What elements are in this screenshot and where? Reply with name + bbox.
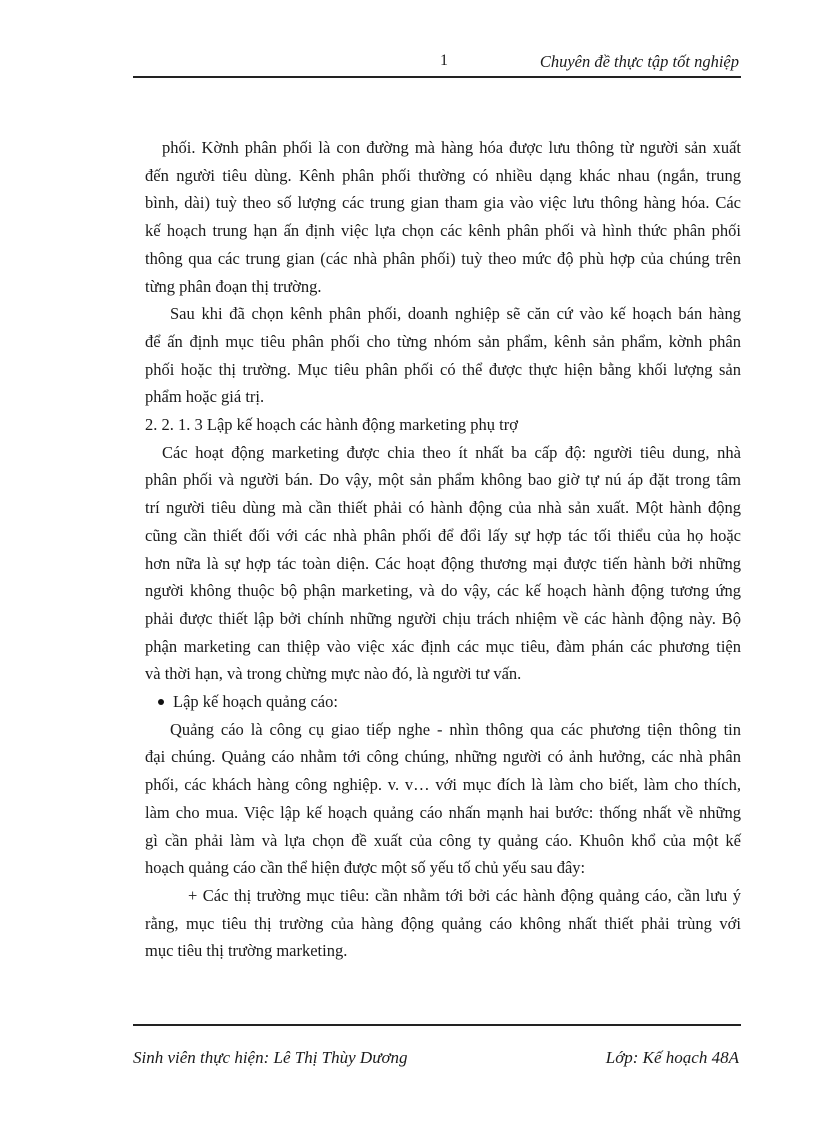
text-line: cũng cần thiết đối với các nhà phân phối để đổi lấy sự hợp tác tối thiểu của họ hoặc: [145, 525, 741, 545]
student-name: Sinh viên thực hiện: Lê Thị Thùy Dương: [133, 1048, 408, 1067]
class-name: Lớp: Kế hoạch 48A: [605, 1048, 739, 1067]
paragraph-distribution-goals: [145, 300, 741, 411]
paragraph-marketing-actions: [145, 439, 741, 688]
text-line: mục tiêu thị trường marketing.: [145, 941, 348, 961]
text-line: phân phối và người bán. Do vậy, một sản phẩm không bao giờ tự nú áp đặt trong tâm: [145, 470, 741, 490]
text-line: Quảng cáo là công cụ giao tiếp nghe - nhìn thông qua các phương tiện thông tin: [170, 719, 741, 739]
bullet-icon: [158, 699, 164, 705]
page-footer: [133, 1024, 741, 1067]
text-line: + Các thị trường mục tiêu: cần nhằm tới bởi các hành động quảng cáo, cần lưu ý: [188, 885, 741, 905]
bullet-item: [145, 688, 741, 716]
section-heading: 2. 2. 1. 3 Lập kế hoạch các hành động marketing phụ trợ: [145, 415, 518, 435]
page-header: [133, 48, 741, 78]
text-line: hoạch quảng cáo cần thể hiện được một số yếu tố chủ yếu sau đây:: [145, 858, 586, 878]
text-line: bình, dài) tuỳ theo số lượng các trung gian tham gia vào việc lưu thông hàng hóa. Các: [145, 193, 741, 213]
text-line: để ấn định mục tiêu phân phối cho từng nhóm sản phẩm, kênh sản phẩm, kờnh phân: [145, 331, 741, 351]
text-line: phận marketing can thiệp vào việc xác định các mục tiêu, đàm phán các phương tiện: [145, 636, 741, 656]
text-line: phẩm hoặc giá trị.: [145, 387, 265, 407]
text-line: và thời hạn, và trong chừng mực nào đó, là người tư vấn.: [145, 664, 522, 684]
text-line: từng phân đoạn thị trường.: [145, 276, 322, 296]
text-line: kế hoạch trung hạn ấn định việc lựa chọn các kênh phân phối và hình thức phân phối: [145, 221, 741, 241]
text-line: trí người tiêu dùng mà cần thiết phải có hành động của nhà sản xuất. Một hành động: [145, 498, 741, 518]
page-number: 1: [440, 52, 448, 69]
document-body: [145, 134, 741, 965]
text-line: rằng, mục tiêu thị trường của hàng động quảng cáo không nhất thiết phải trùng với: [145, 913, 741, 933]
text-line: phối, các khách hàng công nghiệp. v. v… với mục đích là làm cho biết, làm cho thích,: [145, 775, 741, 795]
document-title: Chuyên đề thực tập tốt nghiệp: [539, 52, 739, 71]
bullet-text: Lập kế hoạch quảng cáo:: [173, 692, 338, 712]
text-line: phối. Kờnh phân phối là con đường mà hàng hóa được lưu thông từ người sản xuất: [162, 138, 741, 157]
text-line: gì cần phải làm và lựa chọn đề xuất của công ty quảng cáo. Khuôn khổ của một kế: [145, 830, 741, 850]
paragraph-advertising: [145, 716, 741, 882]
text-line: Sau khi đã chọn kênh phân phối, doanh nghiệp sẽ căn cứ vào kế hoạch bán hàng: [170, 304, 741, 324]
text-line: đại chúng. Quảng cáo nhằm tới công chúng, những người có ảnh hưởng, các nhà phân: [145, 747, 741, 767]
text-line: hơn nữa là sự hợp tác toàn diện. Các hoạt động thương mại được tiến hành bởi những: [145, 553, 741, 573]
text-line: phối hoặc thị trường. Mục tiêu phân phối có thể được thực hiện bằng khối lượng sản: [145, 359, 741, 379]
paragraph-channels: [145, 134, 741, 300]
text-line: Các hoạt động marketing được chia theo ít nhất ba cấp độ: người tiêu dung, nhà: [162, 442, 741, 462]
paragraph-target-markets: [145, 882, 741, 965]
text-line: làm cho mua. Việc lập kế hoạch quảng cáo nhấn mạnh hai bước: thống nhất về những: [145, 802, 741, 822]
text-line: phải được thiết lập bởi chính những người chịu trách nhiệm về các hành động này. Bộ: [145, 608, 741, 628]
text-line: thông qua các trung gian (các nhà phân phối) tuỳ theo mức độ phù hợp của chúng trên: [145, 248, 741, 268]
text-line: người không thuộc bộ phận marketing, và do vậy, các kế hoạch hành động tương ứng: [145, 581, 741, 601]
text-line: đến người tiêu dùng. Kênh phân phối thường có nhiều dạng khác nhau (ngắn, trung: [145, 165, 741, 185]
